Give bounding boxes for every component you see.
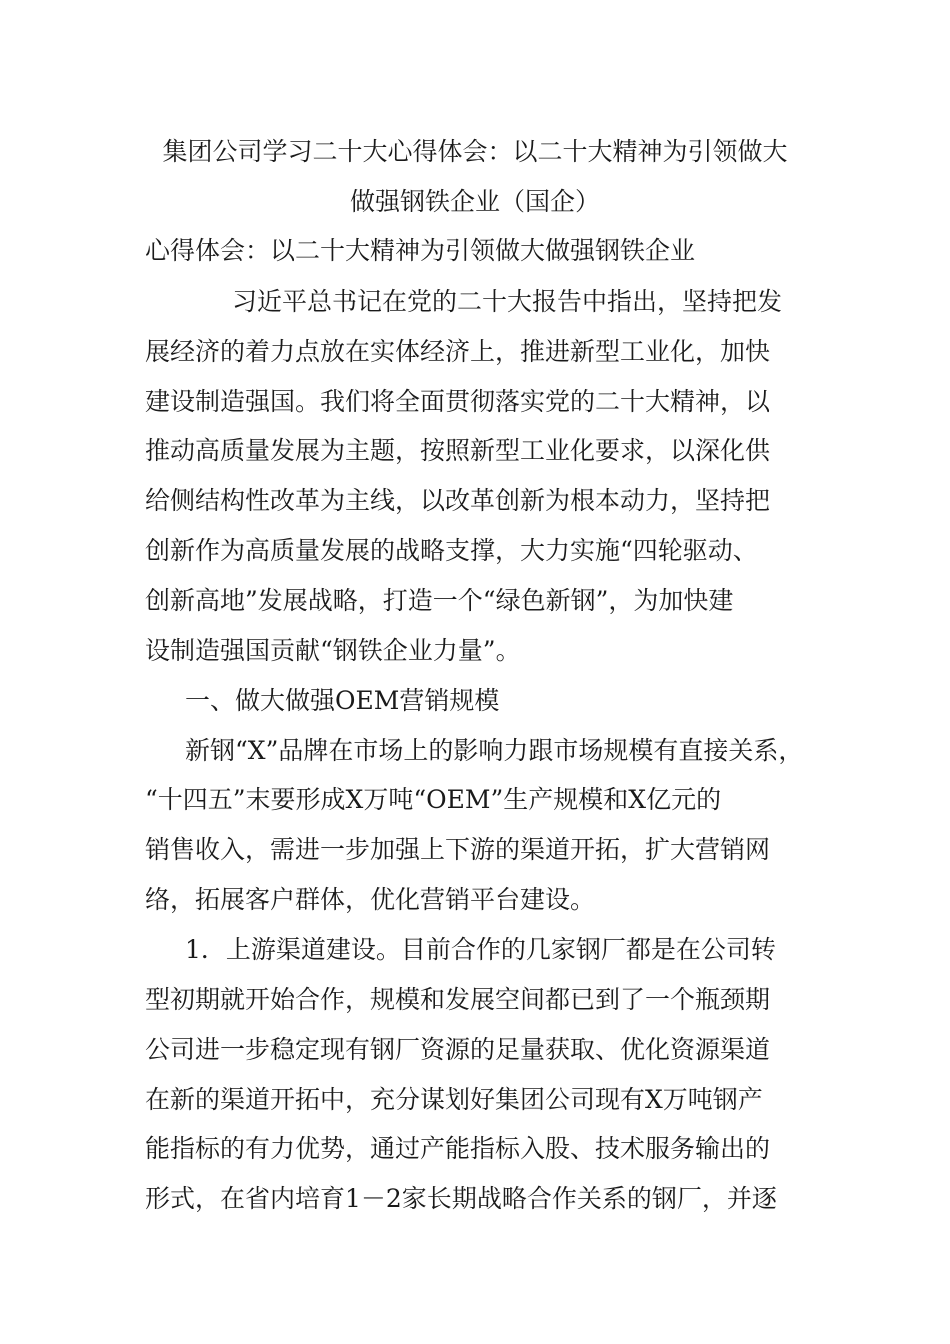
paragraph-line-17: 能指标的有力优势，通过产能指标入股、技术服务输出的 — [145, 1134, 771, 1163]
paragraph-line-3: 建设制造强国。我们将全面贯彻落实党的二十大精神，以 — [145, 387, 771, 416]
paragraph-line-8: 设制造强国贡献“钢铁企业力量”。 — [145, 636, 521, 665]
section-heading-1: 一、做大做强OEM营销规模 — [185, 686, 500, 715]
paragraph-line-2: 展经济的着力点放在实体经济上，推进新型工业化，加快 — [145, 337, 771, 366]
paragraph-line-9: 新钢“X”品牌在市场上的影响力跟市场规模有直接关系， — [185, 736, 804, 765]
paragraph-line-12: 络，拓展客户群体，优化营销平台建设。 — [145, 885, 596, 914]
document-title-line-2: 做强钢铁企业（国企） — [349, 187, 600, 216]
document-subtitle: 心得体会：以二十大精神为引领做大做强钢铁企业 — [145, 236, 696, 265]
paragraph-line-16: 在新的渠道开拓中，充分谋划好集团公司现有X万吨钢产 — [145, 1085, 763, 1114]
paragraph-line-18: 形式，在省内培育1－2家长期战略合作关系的钢厂，并逐 — [145, 1184, 777, 1213]
paragraph-line-10: “十四五”末要形成X万吨“OEM”生产规模和X亿元的 — [145, 785, 722, 814]
paragraph-line-6: 创新作为高质量发展的战略支撑，大力实施“四轮驱动、 — [145, 536, 758, 565]
document-title-line-1: 集团公司学习二十大心得体会：以二十大精神为引领做大 — [162, 137, 788, 166]
paragraph-line-15: 公司进一步稳定现有钢厂资源的足量获取、优化资源渠道 — [145, 1035, 771, 1064]
paragraph-line-11: 销售收入，需进一步加强上下游的渠道开拓，扩大营销网 — [145, 835, 771, 864]
paragraph-line-7: 创新高地”发展战略，打造一个“绿色新钢”，为加快建 — [145, 586, 734, 615]
paragraph-line-1: 习近平总书记在党的二十大报告中指出，坚持把发 — [232, 287, 783, 316]
paragraph-line-13: 1．上游渠道建设。目前合作的几家钢厂都是在公司转 — [185, 935, 776, 964]
paragraph-line-14: 型初期就开始合作，规模和发展空间都已到了一个瓶颈期 — [145, 985, 771, 1014]
paragraph-line-5: 给侧结构性改革为主线，以改革创新为根本动力，坚持把 — [145, 486, 771, 515]
paragraph-line-4: 推动高质量发展为主题，按照新型工业化要求，以深化供 — [145, 436, 771, 465]
